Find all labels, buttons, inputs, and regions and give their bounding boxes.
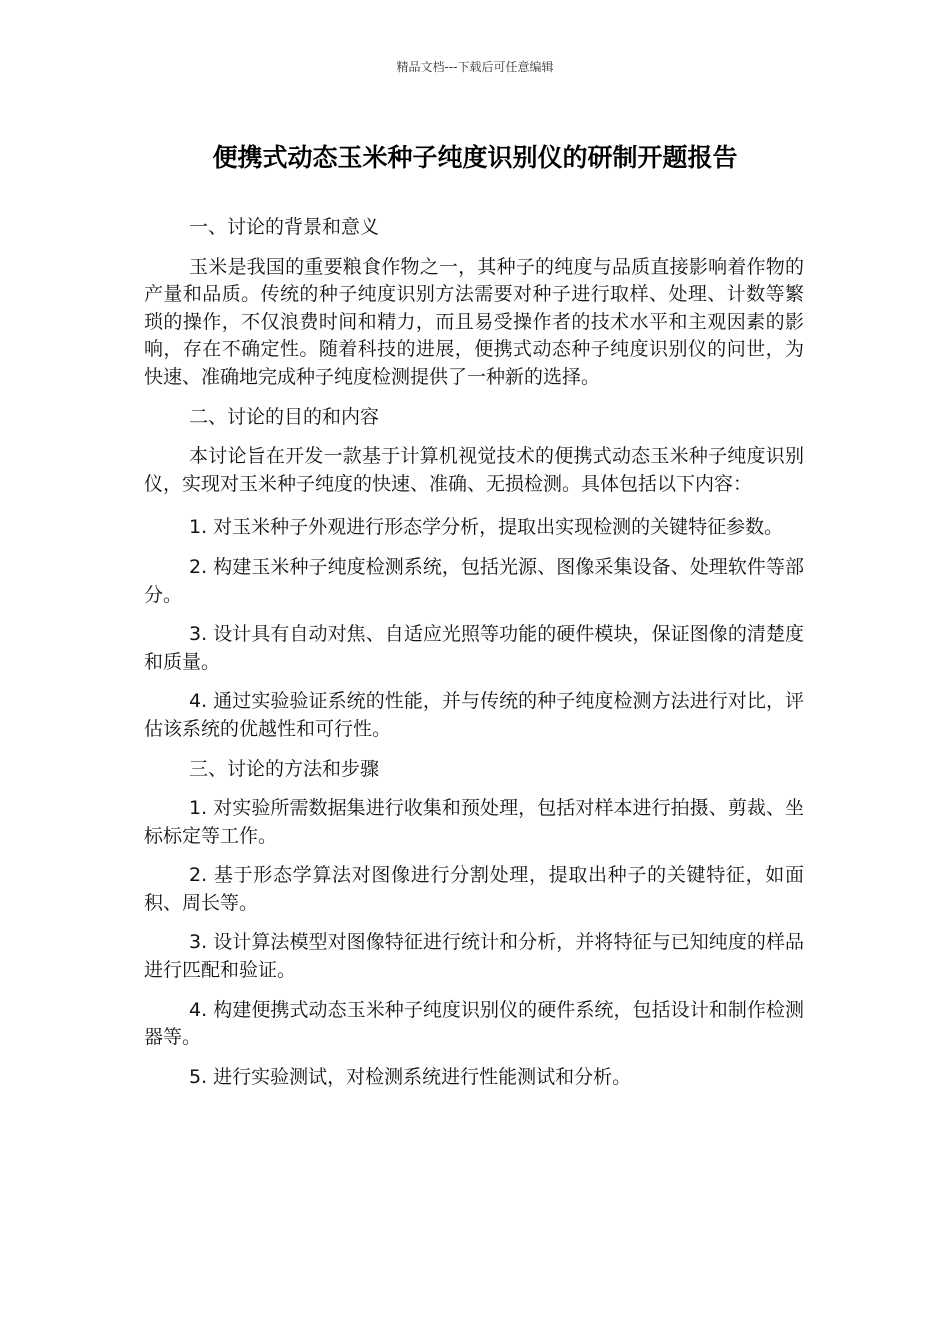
list-item: 1. 对玉米种子外观进行形态学分析，提取出实现检测的关键特征参数。 <box>189 516 784 539</box>
document-title: 便携式动态玉米种子纯度识别仪的研制开题报告 <box>212 143 738 172</box>
paragraph-background: 玉米是我国的重要粮食作物之一，其种子的纯度与品质直接影响着作物的产量和品质。传统的种子纯度识别方法需要对种子进行取样、处理、计数等繁琐的操作，不仅浪费时间和精力，而且易受操作者的技术水平和主观因素的影响，存在不确定性。随着科技的进展，便携式动态种子纯度识别仪的问世，为快速、准确地完成种子纯度检测提供了一种新的选择。 <box>144 255 804 388</box>
document-body <box>144 214 804 1103</box>
section-heading-background: 一、讨论的背景和意义 <box>189 216 380 238</box>
list-item: 3. 设计算法模型对图像特征进行统计和分析，并将特征与已知纯度的样品进行匹配和验证。 <box>144 931 804 982</box>
list-item: 5. 进行实验测试，对检测系统进行性能测试和分析。 <box>189 1065 632 1088</box>
list-item: 4. 构建便携式动态玉米种子纯度识别仪的硬件系统，包括设计和制作检测器等。 <box>144 998 804 1049</box>
list-item: 1. 对实验所需数据集进行收集和预处理，包括对样本进行拍摄、剪裁、坐标标定等工作。 <box>144 797 804 847</box>
section-heading-methods: 三、讨论的方法和步骤 <box>189 757 380 780</box>
list-item: 4. 通过实验验证系统的性能，并与传统的种子纯度检测方法进行对比，评估该系统的优越性和可行性。 <box>144 690 804 740</box>
header-note: 精品文档---下载后可任意编辑 <box>396 60 554 74</box>
list-item: 3. 设计具有自动对焦、自适应光照等功能的硬件模块，保证图像的清楚度和质量。 <box>144 623 804 673</box>
list-item: 2. 基于形态学算法对图像进行分割处理，提取出种子的关键特征，如面积、周长等。 <box>144 864 804 914</box>
paragraph-purpose: 本讨论旨在开发一款基于计算机视觉技术的便携式动态玉米种子纯度识别仪，实现对玉米种子纯度的快速、准确、无损检测。具体包括以下内容： <box>144 445 804 495</box>
section-heading-purpose: 二、讨论的目的和内容 <box>189 405 380 428</box>
list-item: 2. 构建玉米种子纯度检测系统，包括光源、图像采集设备、处理软件等部分。 <box>144 555 804 606</box>
